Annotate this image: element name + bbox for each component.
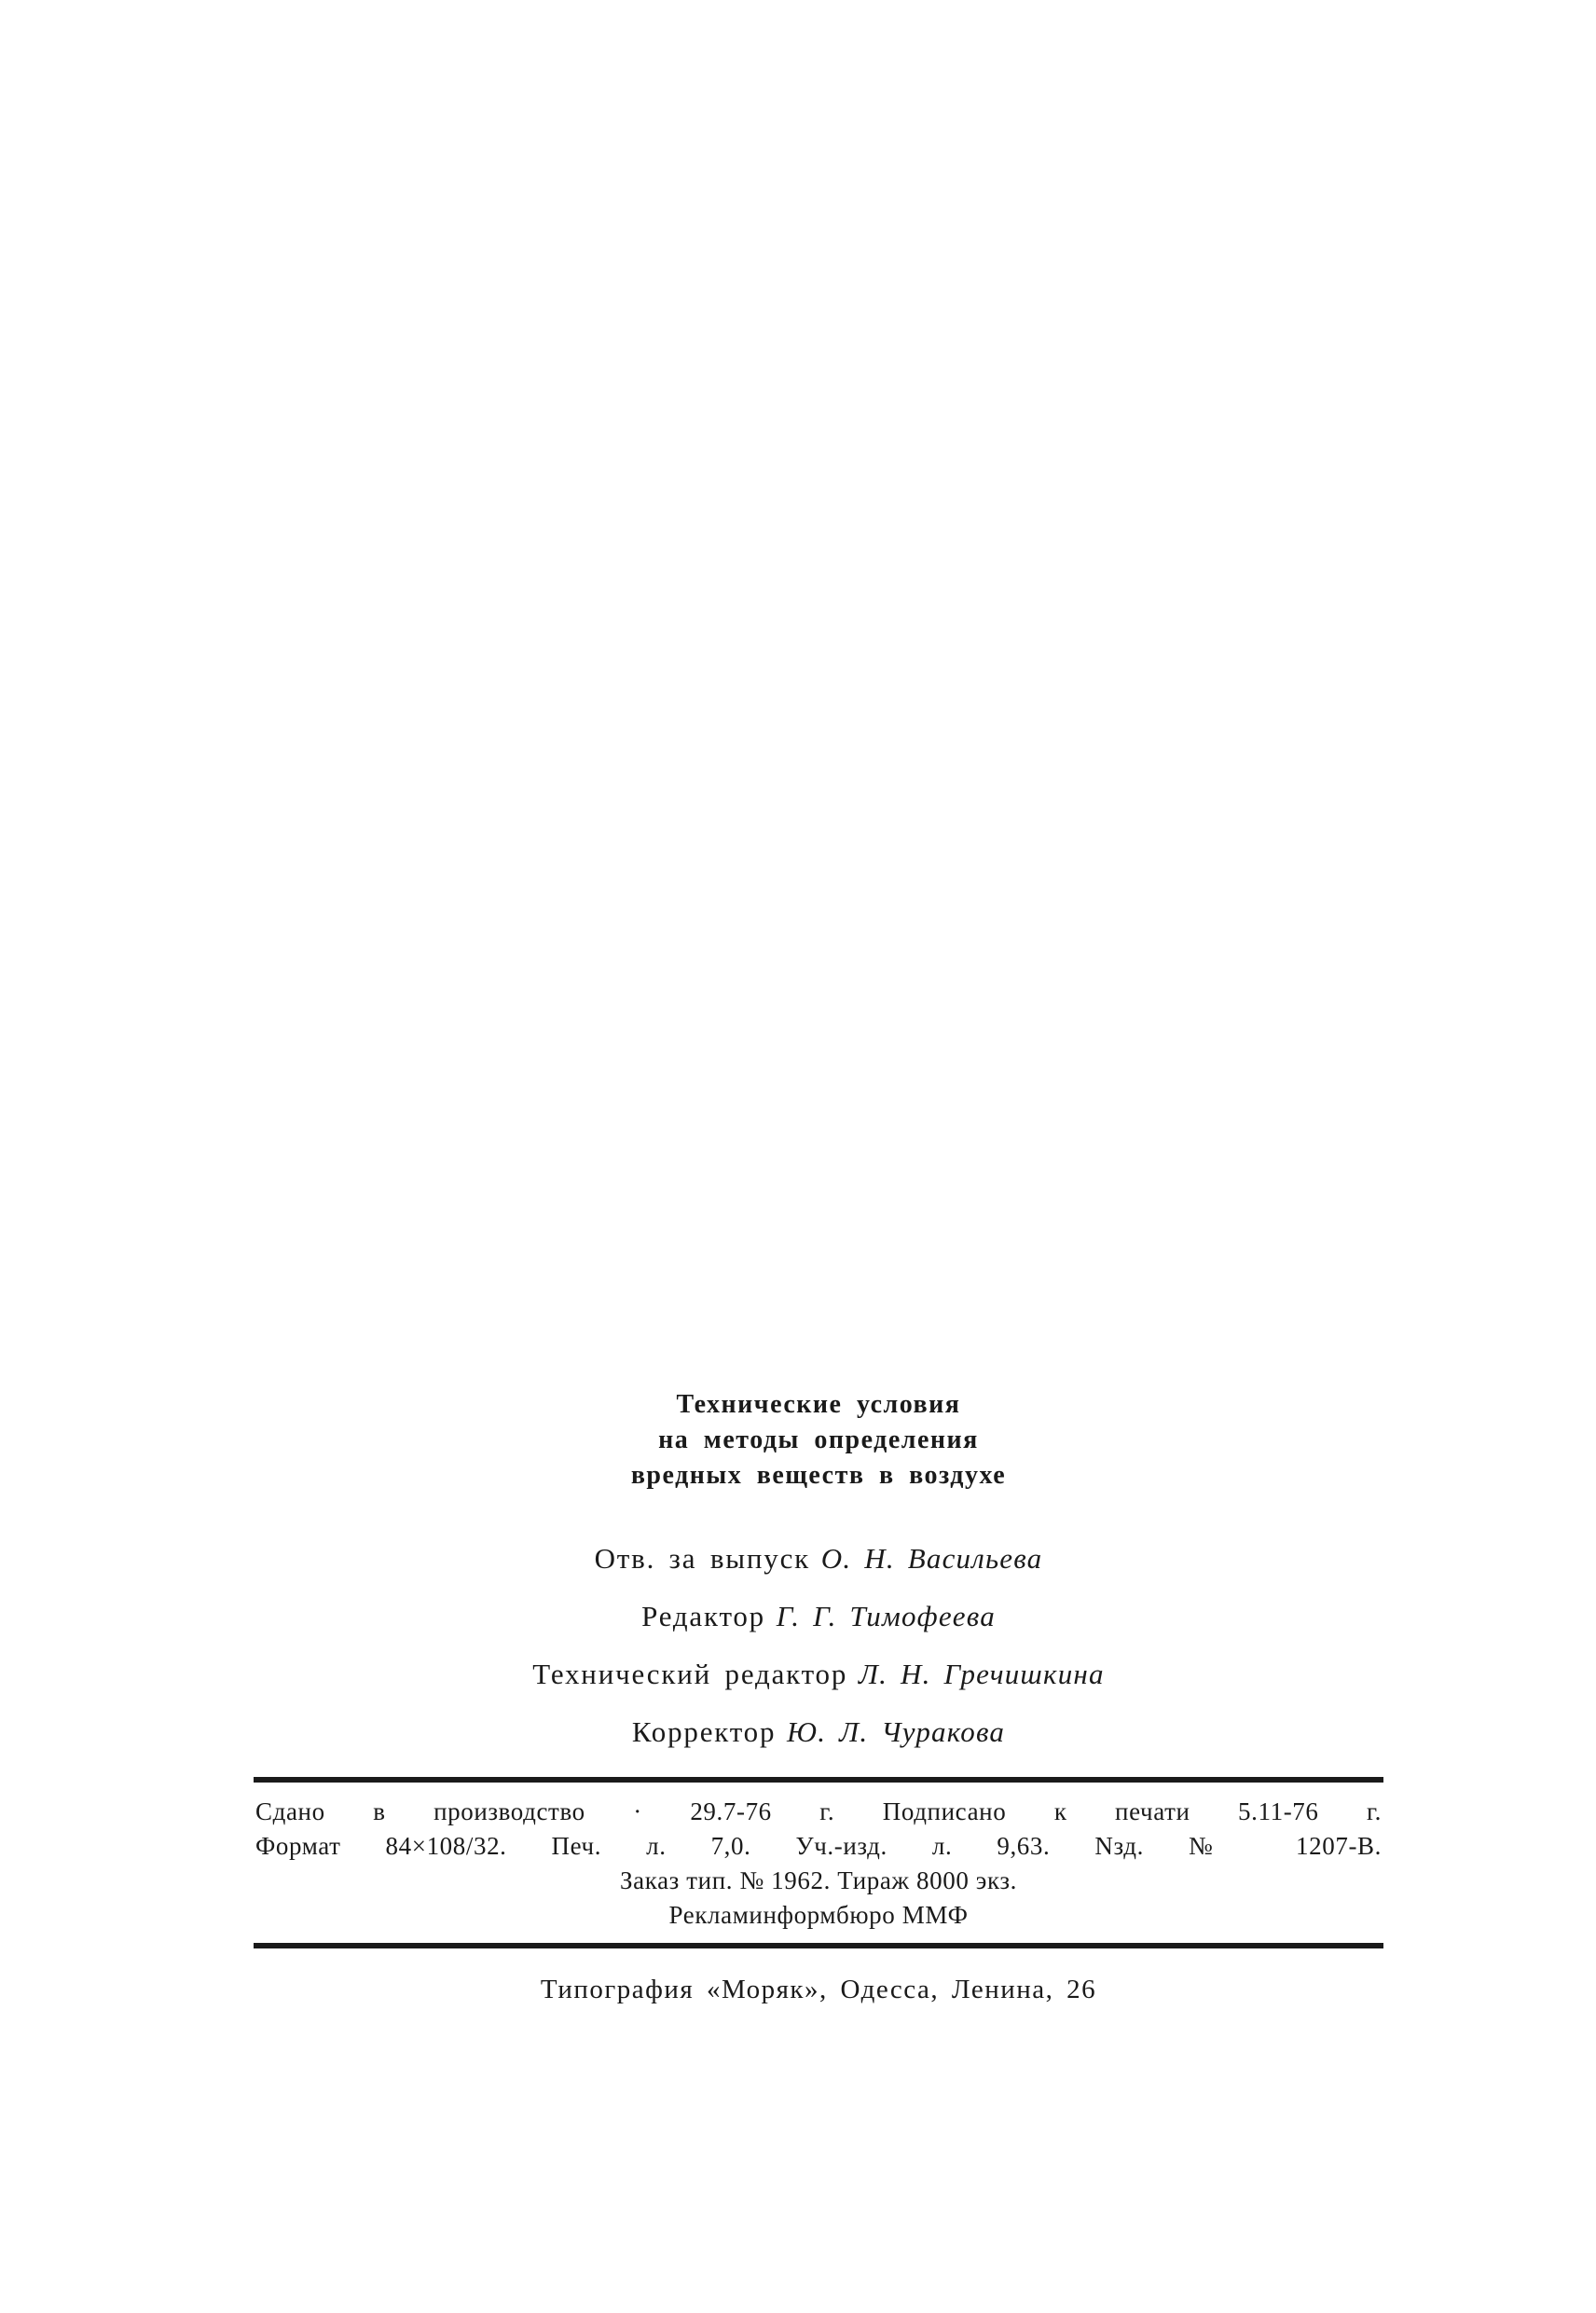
credit-line-proofreader — [254, 1714, 1383, 1751]
imprint-line-bureau: Рекламинформбюро ММФ — [668, 1901, 969, 1929]
printer-address-line: Типография «Моряк», Одесса, Ленина, 26 — [540, 1975, 1097, 2004]
imprint-bottom-rule — [254, 1943, 1383, 1948]
imprint-line-dates: Сдано в производство · 29.7-76 г. Подписано к печати 5.11-76 г. — [255, 1797, 1382, 1825]
imprint-text-block — [254, 1783, 1383, 1943]
imprint-box — [254, 1777, 1383, 1948]
credit-role: Корректор — [631, 1715, 777, 1748]
credit-role: Отв. за выпуск — [594, 1542, 811, 1575]
credit-name: Ю. Л. Чуракова — [787, 1715, 1006, 1748]
colophon-content — [254, 1387, 1383, 2006]
credit-name: Г. Г. Тимофеева — [776, 1600, 996, 1632]
credit-line-responsible — [254, 1540, 1383, 1577]
book-title-line-3: вредных веществ в воздухе — [630, 1461, 1007, 1490]
credits-block — [254, 1540, 1383, 1751]
imprint-line-format: Формат 84×108/32. Печ. л. 7,0. Уч.-изд. л. 9,63. Nзд. № 1207-В. — [255, 1832, 1382, 1860]
credit-line-technical-editor — [254, 1656, 1383, 1693]
book-title-line-2: на методы определения — [658, 1425, 979, 1454]
credit-line-editor — [254, 1598, 1383, 1635]
book-title-line-1: Технические условия — [676, 1390, 961, 1419]
credit-name: Л. Н. Гречишкина — [858, 1658, 1105, 1690]
credit-role: Редактор — [641, 1600, 765, 1632]
credit-name: О. Н. Васильева — [820, 1542, 1043, 1575]
book-title-block — [254, 1387, 1383, 1494]
imprint-line-order: Заказ тип. № 1962. Тираж 8000 экз. — [620, 1866, 1017, 1894]
credit-role: Технический редактор — [532, 1658, 848, 1690]
